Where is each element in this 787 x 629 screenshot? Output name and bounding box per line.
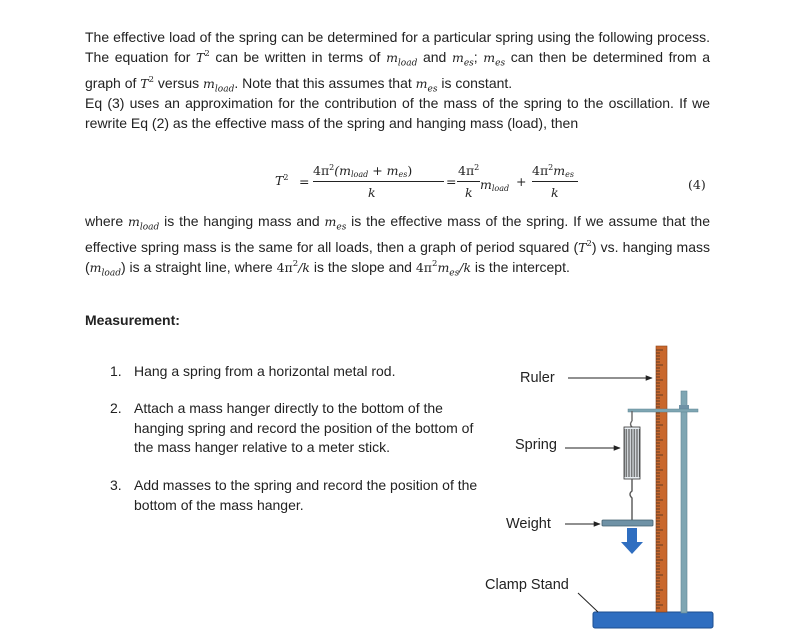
hanger-wire xyxy=(630,479,632,520)
clamp-pointer xyxy=(578,593,598,612)
label-weight: Weight xyxy=(506,516,551,532)
eq-mload: $m_{load}$ xyxy=(480,177,510,193)
label-clamp-stand: Clamp Stand xyxy=(485,577,569,593)
intro-paragraph: The effective load of the spring can be determined for a particular spring using the following process. The equation for $T^2$ can be written in terms of $m_{load}$ and $m_{es}$; $m_{es}$ can then be determined from a graph of $T^2$ versus $m_{load}$. Note that this assumes that $m_{es}$ is constant. xyxy=(85,29,711,94)
stand-base xyxy=(593,612,713,628)
eq-numerator-1: $4\pi^2(m_{load} + m_{es})$ xyxy=(313,163,413,179)
step-3: 3. Add masses to the spring and record the position of the bottom of the mass hanger. xyxy=(110,477,478,513)
eq-numerator-2: $4\pi^2$ xyxy=(458,163,480,178)
step-2: 2. Attach a mass hanger directly to the bottom of the hanging spring and record the position of the bottom of the mass hanger relative to a meter stick. xyxy=(110,400,474,455)
label-ruler: Ruler xyxy=(520,370,555,386)
explanation-paragraph: where $m_{load}$ is the hanging mass and $m_{es}$ is the effective mass of the spring. If we assume that the effective spring mass is the same for all loads, then a graph of period squared $(T^2)$ vs. hanging mass $(m_{load})$ is a straight line, where $4\pi^2/k$ is the slope and $4\pi^2m_{es}/k$ is the intercept. xyxy=(85,213,711,278)
equation-number: (4) xyxy=(688,177,706,192)
eq-lhs: $T^2$ xyxy=(275,173,289,188)
spring-hook xyxy=(631,411,633,427)
measurement-heading: Measurement: xyxy=(85,312,180,328)
label-spring: Spring xyxy=(515,437,557,453)
down-arrow-icon xyxy=(621,528,643,554)
weight-disk xyxy=(602,520,653,526)
stand-rod xyxy=(681,391,687,613)
step-1: 1. Hang a spring from a horizontal metal rod. xyxy=(110,363,396,379)
horizontal-rod xyxy=(628,409,698,412)
eq-numerator-3: $4\pi^2m_{es}$ xyxy=(532,163,574,179)
approximation-paragraph: Eq (3) uses an approximation for the contribution of the mass of the spring to the oscillation. If we rewrite Eq (2) as the effective mass of the spring and hanging mass (load), then xyxy=(85,95,710,131)
